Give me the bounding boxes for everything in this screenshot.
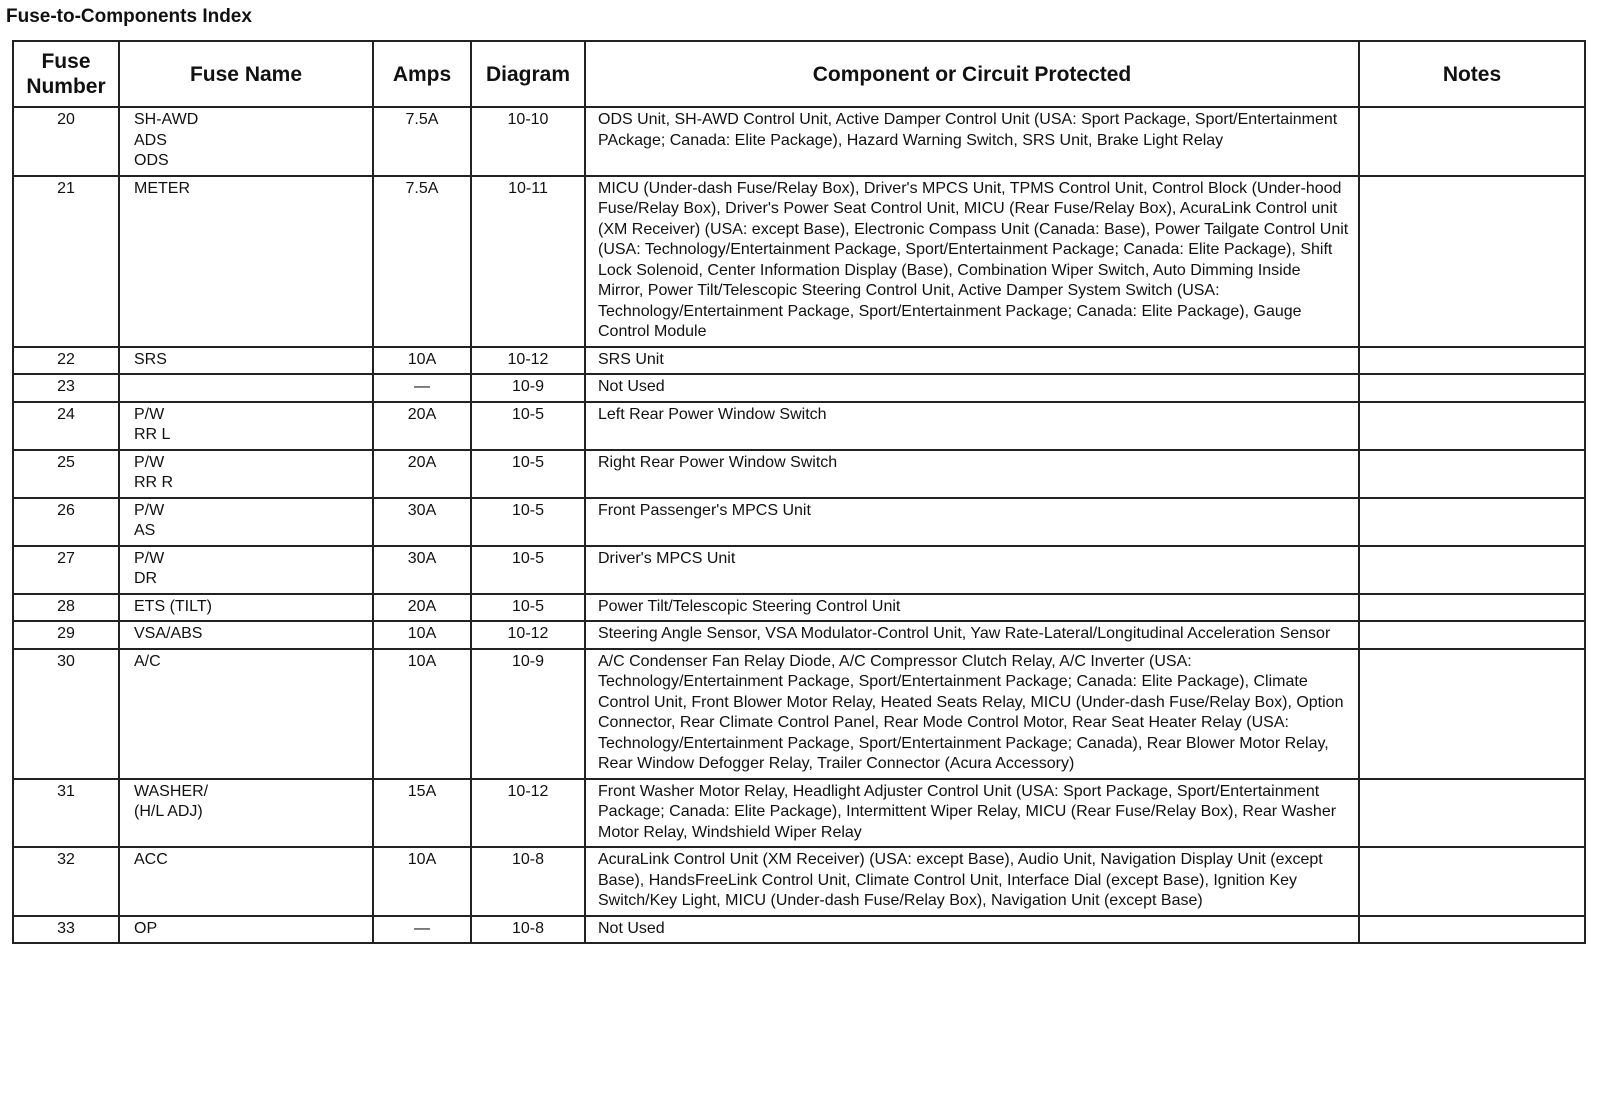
notes-cell bbox=[1359, 498, 1585, 546]
notes-cell bbox=[1359, 107, 1585, 176]
fuse-number-cell: 26 bbox=[13, 498, 119, 546]
amps-cell: 7.5A bbox=[373, 107, 471, 176]
notes-cell bbox=[1359, 176, 1585, 347]
header-fuse-name: Fuse Name bbox=[119, 41, 373, 107]
amps-cell: 30A bbox=[373, 498, 471, 546]
fuse-number-cell: 30 bbox=[13, 649, 119, 779]
notes-cell bbox=[1359, 546, 1585, 594]
amps-cell: 15A bbox=[373, 779, 471, 848]
fuse-name-line: OP bbox=[134, 919, 158, 937]
fuse-name-line: AS bbox=[134, 522, 156, 539]
fuse-name-line: METER bbox=[134, 179, 190, 197]
notes-cell bbox=[1359, 847, 1585, 916]
fuse-number-cell: 22 bbox=[13, 347, 119, 375]
table-row bbox=[13, 498, 1585, 546]
amps-cell: 20A bbox=[373, 402, 471, 450]
fuse-number-cell: 23 bbox=[13, 374, 119, 402]
diagram-cell: 10-12 bbox=[471, 347, 585, 375]
component-cell: Not Used bbox=[585, 916, 1359, 944]
diagram-cell: 10-8 bbox=[471, 916, 585, 944]
fuse-name-line: RR L bbox=[134, 426, 171, 443]
diagram-cell: 10-12 bbox=[471, 779, 585, 848]
fuse-name-cell bbox=[119, 847, 373, 916]
component-cell: A/C Condenser Fan Relay Diode, A/C Compressor Clutch Relay, A/C Inverter (USA: Technology/Entertainment Package, Sport/Entertainment Package; Canada: Elite Package), Climate Control Unit, Front Blower Motor Relay, Heated Seats Relay, MICU (Under-dash Fuse/Relay Box), Option Connector, Rear Climate Control Panel, Rear Mode Control Motor, Rear Seat Heater Relay (USA: Technology/Entertainment Package, Sport/Entertainment Package; Canada), Rear Blower Motor Relay, Rear Window Defogger Relay, Trailer Connector (Acura Accessory) bbox=[585, 649, 1359, 779]
fuse-name-line: SRS bbox=[134, 350, 167, 368]
fuse-name-cell bbox=[119, 649, 373, 779]
diagram-cell: 10-5 bbox=[471, 498, 585, 546]
notes-cell bbox=[1359, 779, 1585, 848]
component-cell: Steering Angle Sensor, VSA Modulator-Control Unit, Yaw Rate-Lateral/Longitudinal Acceleration Sensor bbox=[585, 621, 1359, 649]
fuse-name-cell bbox=[119, 374, 373, 402]
table-row bbox=[13, 347, 1585, 375]
notes-cell bbox=[1359, 916, 1585, 944]
table-row bbox=[13, 107, 1585, 176]
fuse-name-line: DR bbox=[134, 570, 158, 587]
fuse-name-cell bbox=[119, 916, 373, 944]
fuse-name-cell bbox=[119, 594, 373, 622]
fuse-number-cell: 31 bbox=[13, 779, 119, 848]
fuse-number-cell: 27 bbox=[13, 546, 119, 594]
fuse-name-line: SH-AWD bbox=[134, 111, 199, 128]
amps-cell: 20A bbox=[373, 594, 471, 622]
fuse-table bbox=[12, 40, 1586, 944]
fuse-number-cell: 24 bbox=[13, 402, 119, 450]
component-cell: ODS Unit, SH-AWD Control Unit, Active Damper Control Unit (USA: Sport Package, Sport/Entertainment PAckage; Canada: Elite Package), Hazard Warning Switch, SRS Unit, Brake Light Relay bbox=[585, 107, 1359, 176]
fuse-number-cell: 21 bbox=[13, 176, 119, 347]
fuse-name-line: P/W bbox=[134, 549, 165, 567]
component-cell: Driver's MPCS Unit bbox=[585, 546, 1359, 594]
amps-cell: 10A bbox=[373, 847, 471, 916]
fuse-name-line: VSA/ABS bbox=[134, 625, 203, 642]
table-row bbox=[13, 402, 1585, 450]
fuse-name-cell bbox=[119, 779, 373, 848]
table-row bbox=[13, 779, 1585, 848]
fuse-name-line: A/C bbox=[134, 652, 161, 670]
fuse-name-line: ETS (TILT) bbox=[134, 597, 212, 615]
table-row bbox=[13, 176, 1585, 347]
fuse-name-line: P/W bbox=[134, 453, 165, 471]
page-title: Fuse-to-Components Index bbox=[6, 6, 252, 27]
notes-cell bbox=[1359, 621, 1585, 649]
amps-cell: 20A bbox=[373, 450, 471, 498]
diagram-cell: 10-9 bbox=[471, 649, 585, 779]
fuse-number-cell: 32 bbox=[13, 847, 119, 916]
header-fuse-number: Fuse Number bbox=[13, 41, 119, 107]
amps-cell: — bbox=[373, 916, 471, 944]
header-row bbox=[13, 41, 1585, 107]
diagram-cell: 10-5 bbox=[471, 546, 585, 594]
diagram-cell: 10-10 bbox=[471, 107, 585, 176]
diagram-cell: 10-8 bbox=[471, 847, 585, 916]
notes-cell bbox=[1359, 374, 1585, 402]
header-amps: Amps bbox=[373, 41, 471, 107]
fuse-name-cell bbox=[119, 402, 373, 450]
amps-cell: 10A bbox=[373, 649, 471, 779]
header-component: Component or Circuit Protected bbox=[585, 41, 1359, 107]
amps-cell: 10A bbox=[373, 621, 471, 649]
component-cell: Power Tilt/Telescopic Steering Control Unit bbox=[585, 594, 1359, 622]
fuse-name-cell bbox=[119, 347, 373, 375]
fuse-name-cell bbox=[119, 546, 373, 594]
fuse-name-cell bbox=[119, 621, 373, 649]
component-cell: Left Rear Power Window Switch bbox=[585, 402, 1359, 450]
notes-cell bbox=[1359, 450, 1585, 498]
fuse-name-line: ADS bbox=[134, 131, 167, 149]
diagram-cell: 10-5 bbox=[471, 402, 585, 450]
table-row bbox=[13, 546, 1585, 594]
fuse-name-cell bbox=[119, 107, 373, 176]
component-cell: Not Used bbox=[585, 374, 1359, 402]
notes-cell bbox=[1359, 347, 1585, 375]
amps-cell: 30A bbox=[373, 546, 471, 594]
fuse-number-cell: 25 bbox=[13, 450, 119, 498]
diagram-cell: 10-5 bbox=[471, 594, 585, 622]
diagram-cell: 10-11 bbox=[471, 176, 585, 347]
table-row bbox=[13, 621, 1585, 649]
amps-cell: 10A bbox=[373, 347, 471, 375]
fuse-name-cell bbox=[119, 498, 373, 546]
component-cell: SRS Unit bbox=[585, 347, 1359, 375]
header-notes: Notes bbox=[1359, 41, 1585, 107]
fuse-name-line: P/W bbox=[134, 405, 165, 423]
component-cell: AcuraLink Control Unit (XM Receiver) (USA: except Base), Audio Unit, Navigation Display Unit (except Base), HandsFreeLink Control Unit, Climate Control Unit, Interface Dial (except Base), Ignition Key Switch/Key Light, MICU (Under-dash Fuse/Relay Box), Navigation Unit (except Base) bbox=[585, 847, 1359, 916]
fuse-name-cell bbox=[119, 450, 373, 498]
fuse-name-cell bbox=[119, 176, 373, 347]
component-cell: Front Washer Motor Relay, Headlight Adjuster Control Unit (USA: Sport Package, Sport/Entertainment Package; Canada: Elite Package), Intermittent Wiper Relay, MICU (Rear Fuse/Relay Box), Rear Washer Motor Relay, Windshield Wiper Relay bbox=[585, 779, 1359, 848]
amps-cell: 7.5A bbox=[373, 176, 471, 347]
fuse-name-line: WASHER/ bbox=[134, 782, 209, 800]
diagram-cell: 10-12 bbox=[471, 621, 585, 649]
fuse-number-cell: 29 bbox=[13, 621, 119, 649]
table-row bbox=[13, 916, 1585, 944]
component-cell: MICU (Under-dash Fuse/Relay Box), Driver's MPCS Unit, TPMS Control Unit, Control Block (Under-hood Fuse/Relay Box), Driver's Power Seat Control Unit, MICU (Rear Fuse/Relay Box), AcuraLink Control unit (XM Receiver) (USA: except Base), Electronic Compass Unit (Canada: Base), Power Tailgate Control Unit (USA: Technology/Entertainment Package, Sport/Entertainment Package; Canada: Elite Package), Shift Lock Solenoid, Center Information Display (Base), Combination Wiper Switch, Auto Dimming Inside Mirror, Power Tilt/Telescopic Steering Control Unit, Active Damper System Switch (USA: Technology/Entertainment Package, Sport/Entertainment Package; Canada: Elite Package), Gauge Control Module bbox=[585, 176, 1359, 347]
component-cell: Right Rear Power Window Switch bbox=[585, 450, 1359, 498]
table-row bbox=[13, 374, 1585, 402]
diagram-cell: 10-9 bbox=[471, 374, 585, 402]
component-cell: Front Passenger's MPCS Unit bbox=[585, 498, 1359, 546]
fuse-number-cell: 33 bbox=[13, 916, 119, 944]
table-row bbox=[13, 847, 1585, 916]
notes-cell bbox=[1359, 594, 1585, 622]
table-row bbox=[13, 594, 1585, 622]
notes-cell bbox=[1359, 649, 1585, 779]
fuse-name-line: ACC bbox=[134, 851, 168, 868]
fuse-name-line: P/W bbox=[134, 501, 165, 519]
table-row bbox=[13, 649, 1585, 779]
fuse-name-line: (H/L ADJ) bbox=[134, 803, 203, 820]
notes-cell bbox=[1359, 402, 1585, 450]
diagram-cell: 10-5 bbox=[471, 450, 585, 498]
table-row bbox=[13, 450, 1585, 498]
amps-cell: — bbox=[373, 374, 471, 402]
fuse-number-cell: 20 bbox=[13, 107, 119, 176]
fuse-name-line: RR R bbox=[134, 474, 174, 491]
fuse-name-line: ODS bbox=[134, 152, 169, 169]
fuse-rows bbox=[13, 107, 1585, 943]
header-diagram: Diagram bbox=[471, 41, 585, 107]
fuse-number-cell: 28 bbox=[13, 594, 119, 622]
